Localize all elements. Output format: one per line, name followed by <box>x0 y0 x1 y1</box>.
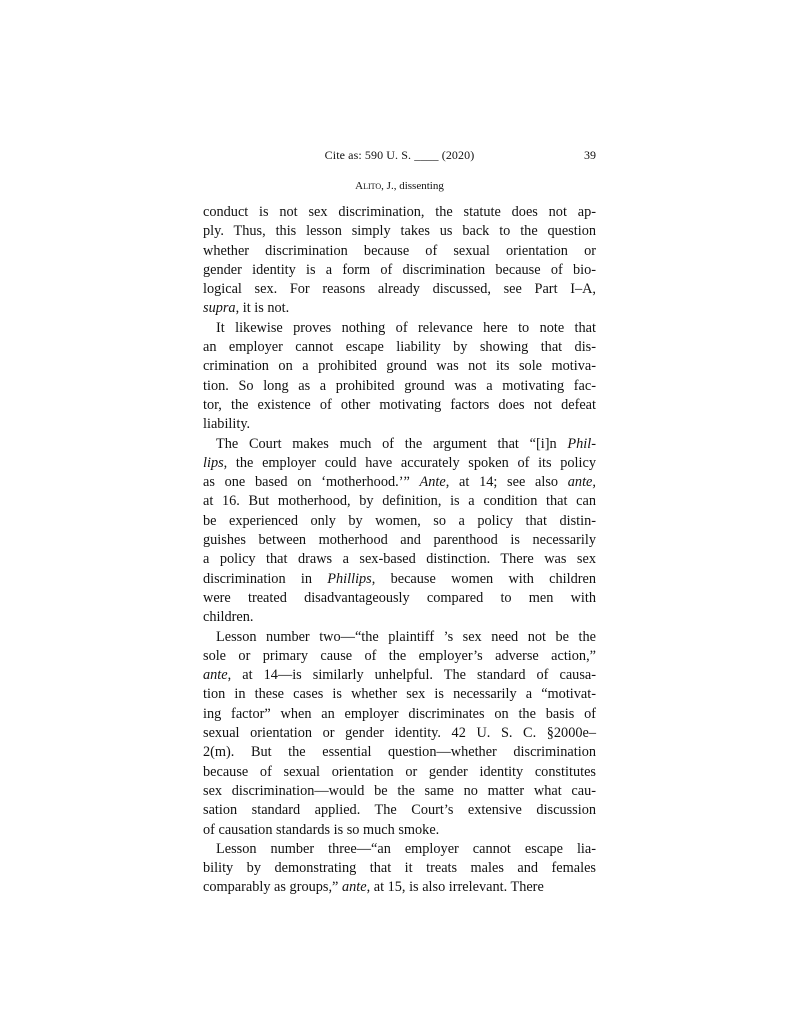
text-line <box>203 454 596 473</box>
text-line <box>203 608 596 627</box>
text-segment: 2(m). But the essential question—whether discrimination <box>203 744 596 761</box>
text-line <box>203 261 596 280</box>
text-line <box>203 512 596 531</box>
text-line <box>203 203 596 222</box>
italic-text: ante <box>203 667 228 684</box>
text-segment: liability. <box>203 416 251 433</box>
text-segment: sex discrimination—would be the same no matter what cau- <box>203 782 596 799</box>
text-line <box>203 415 596 434</box>
text-segment: sation standard applied. The Court’s extensive discussion <box>203 802 596 819</box>
text-segment: an employer cannot escape liability by showing that dis- <box>203 339 596 356</box>
page-number: 39 <box>584 148 596 162</box>
text-line <box>203 280 596 299</box>
text-line <box>203 666 596 685</box>
text-line <box>203 396 596 415</box>
text-segment: comparably as groups,” <box>203 879 342 896</box>
text-segment: children. <box>203 609 254 626</box>
text-line <box>203 299 596 318</box>
text-segment: Lesson number two—“the plaintiff ’s sex need not be the <box>216 628 596 645</box>
text-line <box>203 724 596 743</box>
text-segment: of causation standards is so much smoke. <box>203 821 440 838</box>
text-segment: , the employer could have accurately spoken of its policy <box>223 454 596 471</box>
paragraph <box>203 628 596 840</box>
text-line <box>203 242 596 261</box>
text-segment: crimination on a prohibited ground was not its sole motiva- <box>203 358 596 375</box>
text-line <box>203 377 596 396</box>
running-head <box>203 180 596 192</box>
italic-text: ante <box>341 879 367 896</box>
text-segment: tor, the existence of other motivating factors does not defeat <box>203 396 596 413</box>
text-segment: were treated disadvantageously compared to men with <box>203 589 596 606</box>
text-segment: sexual orientation or gender identity. 42 U. S. C. §2000e– <box>203 725 596 742</box>
paragraph <box>203 319 596 435</box>
italic-text: Phillips <box>327 570 372 587</box>
text-line <box>203 647 596 666</box>
text-segment: at 16. But motherhood, by definition, is a condition that can <box>203 493 596 510</box>
text-line <box>203 531 596 550</box>
text-segment: guishes between motherhood and parenthood is necessarily <box>203 532 596 549</box>
text-segment: , at 15, is also irrelevant. There <box>366 879 544 896</box>
text-segment: , it is not. <box>235 300 290 317</box>
text-segment: a policy that draws a sex-based distinction. There was sex <box>203 551 596 568</box>
text-segment: sole or primary cause of the employer’s adverse action,” <box>203 647 596 664</box>
text-segment: It likewise proves nothing of relevance here to note that <box>216 319 596 336</box>
text-segment: as one based on ‘motherhood.’” <box>203 474 420 491</box>
text-segment: ing factor” when an employer discriminates on the basis of <box>203 705 596 722</box>
text-line <box>203 338 596 357</box>
text-line <box>203 763 596 782</box>
text-segment: bility by demonstrating that it treats males and females <box>203 860 596 877</box>
text-segment: gender identity is a form of discrimination because of bio- <box>203 261 596 278</box>
text-line <box>203 550 596 569</box>
paragraph <box>203 840 596 898</box>
text-segment: discrimination in <box>203 570 328 587</box>
text-line <box>203 435 596 454</box>
text-segment: The Court makes much of the argument that “[i]n <box>216 435 568 452</box>
text-line <box>203 628 596 647</box>
italic-text: lips <box>203 454 224 471</box>
text-segment: because of sexual orientation or gender identity constitutes <box>203 763 596 780</box>
text-line <box>203 492 596 511</box>
text-line <box>203 801 596 820</box>
citation: Cite as: 590 U. S. ____ (2020) <box>324 148 475 162</box>
text-line <box>203 821 596 840</box>
running-head-author: Alito <box>355 180 382 192</box>
text-segment: ply. Thus, this lesson simply takes us back to the question <box>203 223 596 240</box>
text-line <box>203 357 596 376</box>
text-line <box>203 473 596 492</box>
text-line <box>203 685 596 704</box>
text-line <box>203 859 596 878</box>
opinion-body <box>203 203 596 898</box>
italic-text: ante, <box>567 474 596 491</box>
italic-text: supra <box>203 300 236 317</box>
text-segment: , at 14—is similarly unhelpful. The standard of causa- <box>227 667 596 684</box>
italic-text: Phil- <box>567 435 596 452</box>
text-segment: whether discrimination because of sexual orientation or <box>203 242 596 259</box>
text-line <box>203 570 596 589</box>
text-line <box>203 743 596 762</box>
text-line <box>203 840 596 859</box>
text-line <box>203 782 596 801</box>
text-segment: , at 14; see also <box>445 474 568 491</box>
text-segment: be experienced only by women, so a policy that distin- <box>203 512 596 529</box>
text-segment: tion. So long as a prohibited ground was a motivating fac- <box>203 377 596 394</box>
text-line <box>203 222 596 241</box>
text-segment: conduct is not sex discrimination, the statute does not ap- <box>203 204 596 220</box>
text-line <box>203 319 596 338</box>
running-head-suffix: , J., dissenting <box>381 180 444 192</box>
text-line <box>203 878 596 897</box>
text-segment: , because women with children <box>371 570 596 587</box>
text-segment: logical sex. For reasons already discussed, see Part I–A, <box>203 281 596 298</box>
text-segment: tion in these cases is whether sex is necessarily a “motivat- <box>203 686 596 703</box>
text-line <box>203 705 596 724</box>
page-header <box>203 148 596 164</box>
text-segment: Lesson number three—“an employer cannot escape lia- <box>216 840 596 857</box>
paragraph <box>203 435 596 628</box>
text-line <box>203 589 596 608</box>
paragraph <box>203 203 596 319</box>
italic-text: Ante <box>419 474 446 491</box>
